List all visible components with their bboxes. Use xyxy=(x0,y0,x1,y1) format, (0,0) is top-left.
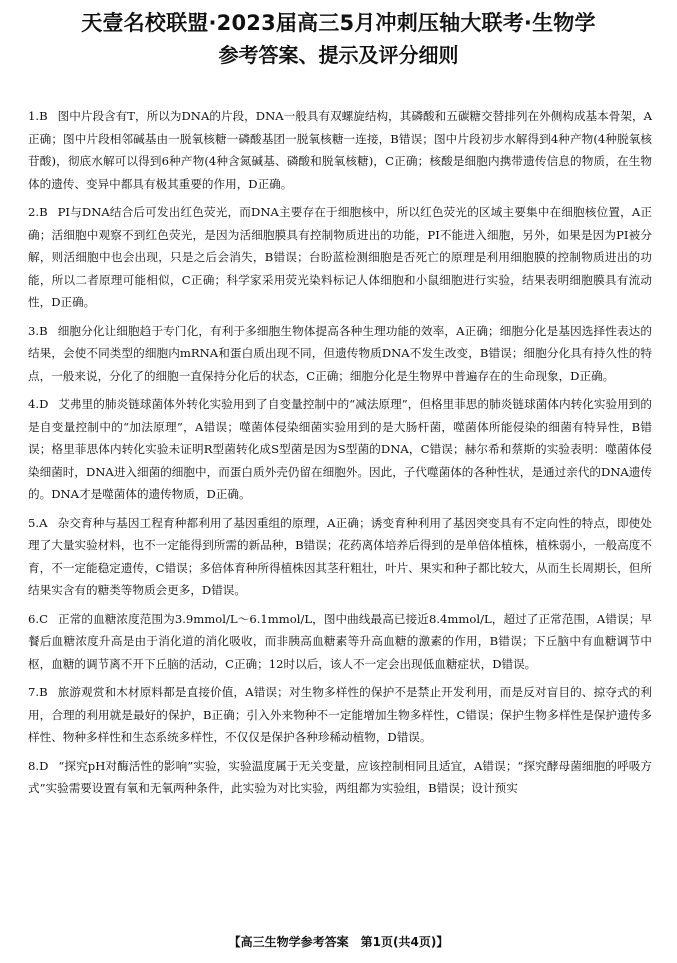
item-number: 4. xyxy=(28,397,40,411)
item-answer: C xyxy=(39,611,48,626)
page-footer: 【高三生物学参考答案 第1页(共4页)】 xyxy=(228,935,449,949)
document-title: 天壹名校联盟·2023届高三5月冲刺压轴大联考·生物学 xyxy=(81,11,596,35)
item-answer: B xyxy=(39,685,48,699)
item-number: 6. xyxy=(28,611,40,626)
answer-item-1 xyxy=(28,105,652,195)
item-number: 5. xyxy=(28,515,40,530)
item-answer: B xyxy=(39,323,48,338)
item-number: 3. xyxy=(28,323,40,338)
item-explanation: 正常的血糖浓度范围为3.9mmol/L～6.1mmol/L，图中曲线最高已接近8.4mmol/L，超过了正常范围，A错误；早餐后血糖浓度升高是由于消化道的消化吸收，而非胰高血糖素等升高血糖的激素的作用，B错误；下丘脑中有血糖调节中枢，血糖的调节离不开下丘脑的活动，C正确；12时以后，该人不一定会出现低血糖症状，D错误。 xyxy=(28,611,652,671)
item-number: 7. xyxy=(28,685,40,699)
document-subtitle: 参考答案、提示及评分细则 xyxy=(218,43,459,67)
answer-item-8 xyxy=(28,755,652,800)
item-explanation: PI与DNA结合后可发出红色荧光，而DNA主要存在于细胞核中，所以红色荧光的区域主要集中在细胞核位置，A正确；活细胞中观察不到红色荧光，是因为活细胞膜具有控制物质进出的功能，PI不能进入细胞，另外，如果是因为PI被分解，则活细胞中也会出现，只是之后会消失，B错误；台盼蓝检测细胞是否死亡的原理是利用细胞膜的控制物质进出的功能，所以二者原理可能相似，C正确；科学家采用荧光染料标记人体细胞和小鼠细胞进行实验，结果表明细胞膜具有流动性，D正确。 xyxy=(28,205,652,309)
item-answer: B xyxy=(39,205,48,219)
answer-item-3 xyxy=(28,320,652,388)
item-explanation: 旅游观赏和木材原料都是直接价值，A错误；对生物多样性的保护不是禁止开发利用，而是反对盲目的、掠夺式的利用，合理的利用就是最好的保护，B正确；引入外来物种不一定能增加生物多样性，C错误；保护生物多样性是保护遗传多样性、物种多样性和生态系统多样性，不仅仅是保护各种珍稀动植物，D错误。 xyxy=(28,685,652,744)
item-answer: D xyxy=(39,397,49,411)
item-number: 2. xyxy=(28,205,40,219)
answer-item-5 xyxy=(28,512,652,602)
answer-item-6 xyxy=(28,608,652,676)
answer-item-4 xyxy=(28,393,652,506)
item-explanation: 艾弗里的肺炎链球菌体外转化实验用到了自变量控制中的“减法原理”，但格里菲思的肺炎链球菌体内转化实验用到的是自变量控制中的“加法原理”，A错误；噬菌体侵染细菌实验用到的是大肠杆菌，噬菌体所能侵染的细菌有特异性，B错误；格里菲思体内转化实验未证明R型菌转化成S型菌是因为S型菌的DNA，C错误；赫尔希和蔡斯的实验表明：噬菌体侵染细菌时，DNA进入细菌的细胞中，而蛋白质外壳仍留在细胞外。因此，子代噬菌体的各种性状，是通过亲代的DNA遗传的。DNA才是噬菌体的遗传物质，D正确。 xyxy=(28,397,652,501)
item-explanation: 杂交育种与基因工程育种都利用了基因重组的原理，A正确；诱变育种利用了基因突变具有不定向性的特点，即使处理了大量实验材料，也不一定能得到所需的新品种，B错误；花药离体培养后得到的是单倍体植株，植株弱小，一般高度不育，不一定能稳定遗传，C错误；多倍体育种所得植株因其茎秆粗壮，叶片、果实和种子都比较大，从而生长周期长，但所结果实含有的糖类等物质会更多，D错误。 xyxy=(28,515,652,597)
item-answer: D xyxy=(39,758,49,773)
item-explanation: 图中片段含有T，所以为DNA的片段，DNA一般具有双螺旋结构，其磷酸和五碳糖交替排列在外侧构成基本骨架，A正确；图中片段相邻碱基由一脱氧核糖一磷酸基团一脱氧核糖一连接，B错误；图中片段初步水解得到4种产物(4种脱氧核苷酸)，彻底水解可以得到6种产物(4种含氮碱基、磷酸和脱氧核糖)，C正确；核酸是细胞内携带遗传信息的物质，在生物体的遗传、变异中都具有极其重要的作用，D正确。 xyxy=(28,109,652,191)
answers-list xyxy=(28,105,652,806)
answer-item-7 xyxy=(28,681,652,749)
item-answer: A xyxy=(39,515,48,530)
item-number: 8. xyxy=(28,758,40,773)
item-explanation: “探究pH对酶活性的影响”实验，实验温度属于无关变量，应该控制相同且适宜，A错误；“探究酵母菌细胞的呼吸方式”实验需要设置有氧和无氧两种条件，此实验为对比实验，两组都为实验组，B错误；设计预实 xyxy=(28,758,652,795)
item-answer: B xyxy=(39,109,48,123)
item-number: 1. xyxy=(28,109,40,123)
item-explanation: 细胞分化让细胞趋于专门化，有利于多细胞生物体提高各种生理功能的效率，A正确；细胞分化是基因选择性表达的结果，会使不同类型的细胞内mRNA和蛋白质出现不同，但遗传物质DNA不发生改变，B错误；细胞分化具有持久性的特点，一般来说，分化了的细胞一直保持分化后的状态，C正确；细胞分化是生物界中普遍存在的生命现象，D正确。 xyxy=(28,323,652,383)
answer-item-2 xyxy=(28,201,652,314)
